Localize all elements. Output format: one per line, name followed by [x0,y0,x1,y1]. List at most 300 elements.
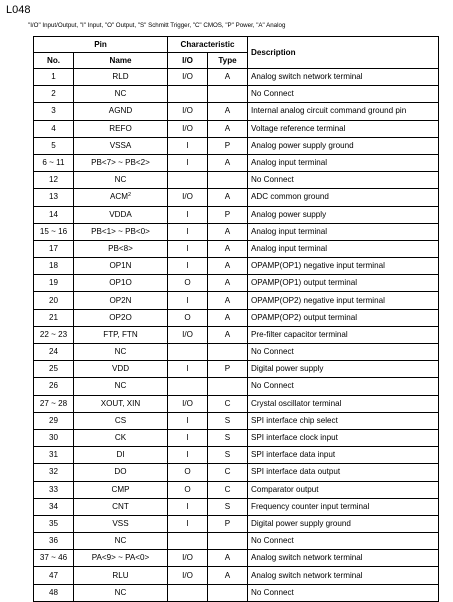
pin-io [168,137,208,154]
pin-io [168,309,208,326]
header-pin: Pin [34,37,168,53]
pin-number-text: 2 [51,89,56,99]
pin-type-text: C [224,484,231,494]
pin-number [34,172,74,189]
superscript: 2 [127,192,132,199]
pin-name-text: NC [114,89,127,99]
pin-io [168,154,208,171]
pin-number-text: 1 [51,72,56,82]
pin-type [208,447,248,464]
pin-name [74,326,168,343]
pin-io [168,223,208,240]
pin-type-text: A [224,329,231,339]
pin-description-text: Pre-filter capacitor terminal [251,329,348,339]
pin-description [248,533,439,550]
pin-description [248,309,439,326]
pin-io-text: I/O [182,72,193,82]
pin-type-text: A [224,278,231,288]
table-row [34,395,439,412]
pin-description [248,344,439,361]
pin-name [74,412,168,429]
pin-type [208,240,248,257]
pin-description-text: Digital power supply ground [251,518,351,528]
table-row [34,223,439,240]
pin-name-text: NC [114,587,127,597]
pin-type-text: A [224,243,231,253]
table-row [34,258,439,275]
pin-type [208,172,248,189]
table-row [34,154,439,171]
table-row [34,567,439,584]
pin-name [74,429,168,446]
pin-description [248,240,439,257]
pin-description [248,189,439,206]
pin-io-text: I/O [182,106,193,116]
pin-io [168,275,208,292]
pin-type [208,567,248,584]
pin-number [34,69,74,86]
pin-type [208,309,248,326]
pin-io [168,103,208,120]
pin-table [33,36,439,602]
pin-name [74,378,168,395]
pin-name-text: CK [114,433,127,443]
pin-description [248,412,439,429]
pin-description-text: Digital power supply [251,364,324,374]
pin-type [208,326,248,343]
pin-type [208,206,248,223]
pin-io-text: I [186,518,189,528]
pin-name [74,584,168,601]
pin-io-text: O [184,278,191,288]
pin-type [208,103,248,120]
pin-io-text: I [186,501,189,511]
pin-io [168,361,208,378]
pin-io [168,206,208,223]
pin-name [74,137,168,154]
pin-name [74,69,168,86]
pin-name [74,292,168,309]
pin-name-text: OP2O [109,312,132,322]
pin-type [208,344,248,361]
pin-type-text: C [224,467,231,477]
pin-number [34,378,74,395]
table-row [34,326,439,343]
pin-name [74,223,168,240]
pin-name [74,240,168,257]
table-row [34,137,439,154]
pin-io [168,481,208,498]
table-row [34,378,439,395]
pin-description [248,550,439,567]
pin-type-text: S [224,433,231,443]
pin-description-text: Analog power supply ground [251,140,354,150]
pin-name [74,120,168,137]
pin-type [208,464,248,481]
pin-name [74,172,168,189]
pin-type [208,292,248,309]
pin-number [34,533,74,550]
pin-type-text: A [224,106,231,116]
pin-type [208,86,248,103]
pin-number [34,223,74,240]
pin-number-text: 4 [51,123,56,133]
pin-name-text: VDDA [109,209,132,219]
pin-type [208,481,248,498]
pin-number-text: 36 [48,536,58,546]
pin-description [248,103,439,120]
pin-name-text: OP1N [109,261,132,271]
pin-io-text: I [186,364,189,374]
pin-number-text: 27 ~ 28 [39,398,68,408]
pin-io [168,515,208,532]
pin-name [74,86,168,103]
pin-number [34,464,74,481]
table-row [34,498,439,515]
table-row [34,533,439,550]
table-row [34,550,439,567]
pin-type [208,584,248,601]
table-row [34,344,439,361]
pin-io-text: I [186,415,189,425]
pin-description-text: SPI interface data output [251,467,341,477]
page-title: L048 [6,4,31,16]
pin-type-text: S [224,415,231,425]
pin-io [168,447,208,464]
pin-io-text: O [184,484,191,494]
pin-name-text: FTP, FTN [103,329,138,339]
pin-type-text: A [224,261,231,271]
pin-description [248,498,439,515]
pin-number [34,275,74,292]
pin-name-text: NC [114,536,127,546]
pin-type [208,154,248,171]
pin-io [168,533,208,550]
pin-io-text: I [186,158,189,168]
pin-number-text: 14 [48,209,58,219]
pin-name [74,550,168,567]
pin-type-text: S [224,501,231,511]
pin-name [74,533,168,550]
pin-number [34,567,74,584]
pin-number [34,154,74,171]
pin-io-text: I [186,450,189,460]
pin-type-text: P [224,518,231,528]
pin-type-text: P [224,209,231,219]
pin-number-text: 13 [48,192,58,202]
pin-number-text: 48 [48,587,58,597]
header-name: Name [74,53,168,69]
pin-io [168,120,208,137]
table-row [34,292,439,309]
pin-io-text: I [186,226,189,236]
pin-number-text: 29 [48,415,58,425]
pin-number-text: 15 ~ 16 [39,226,68,236]
pin-io-text: I [186,243,189,253]
pin-number-text: 20 [48,295,58,305]
table-row [34,412,439,429]
pin-name-text: NC [114,347,127,357]
pin-name-text: OP1O [109,278,132,288]
pin-description-text: Analog power supply [251,209,327,219]
pin-io-text: I/O [182,398,193,408]
pin-number [34,309,74,326]
table-row [34,584,439,601]
pin-number [34,584,74,601]
pin-description-text: No Connect [251,347,294,357]
pin-description [248,395,439,412]
pin-number-text: 18 [48,261,58,271]
table-row [34,240,439,257]
pin-description [248,584,439,601]
pin-io-text: I/O [182,329,193,339]
pin-number-text: 5 [51,140,56,150]
pin-description-text: Analog switch network terminal [251,570,363,580]
pin-io-text: O [184,312,191,322]
pin-number [34,120,74,137]
pin-name-text: PA<9> ~ PA<0> [91,553,150,563]
pin-description [248,361,439,378]
table-row [34,464,439,481]
pin-name-text: CS [114,415,127,425]
pin-name [74,258,168,275]
pin-type-text: S [224,450,231,460]
pin-name-text: VSSA [109,140,132,150]
table-row [34,309,439,326]
pin-number-text: 32 [48,467,58,477]
pin-name [74,395,168,412]
pin-description [248,515,439,532]
pin-number [34,515,74,532]
header-type: Type [208,53,248,69]
pin-io [168,86,208,103]
pin-number-text: 26 [48,381,58,391]
legend-note: "I/O" Input/Output, "I" Input, "O" Output, "S" Schmitt Trigger, "C" CMOS, "P" Power, "A" Analog [28,22,286,29]
pin-description-text: Comparator output [251,484,319,494]
pin-name [74,206,168,223]
pin-io [168,292,208,309]
pin-description [248,86,439,103]
pin-name [74,344,168,361]
pin-description [248,326,439,343]
header-io: I/O [168,53,208,69]
pin-io [168,498,208,515]
pin-number-text: 19 [48,278,58,288]
pin-number-text: 35 [48,518,58,528]
pin-type [208,515,248,532]
pin-name [74,189,168,206]
pin-type [208,378,248,395]
pin-type-text: P [224,140,231,150]
pin-description-text: Voltage reference terminal [251,123,346,133]
pin-description-text: OPAMP(OP1) output terminal [251,278,358,288]
table-row [34,120,439,137]
pin-io [168,412,208,429]
pin-name-text: VDD [111,364,130,374]
pin-name-text: XOUT, XIN [100,398,141,408]
pin-description-text: SPI interface chip select [251,415,338,425]
pin-description-text: ADC common ground [251,192,329,202]
pin-io [168,550,208,567]
pin-number-text: 30 [48,433,58,443]
pin-type-text: P [224,364,231,374]
pin-io [168,395,208,412]
pin-number [34,326,74,343]
pin-type [208,69,248,86]
pin-description [248,429,439,446]
pin-number [34,344,74,361]
pin-number [34,498,74,515]
pin-description-text: OPAMP(OP2) output terminal [251,312,358,322]
pin-name-text: DI [116,450,125,460]
pin-description-text: No Connect [251,175,294,185]
pin-name-text: REFO [109,123,132,133]
pin-name-text: CMP [111,484,130,494]
pin-number-text: 25 [48,364,58,374]
pin-io [168,378,208,395]
pin-description-text: Analog switch network terminal [251,72,363,82]
pin-description [248,481,439,498]
pin-name-text: NC [114,381,127,391]
pin-description [248,292,439,309]
pin-type [208,120,248,137]
pin-type [208,275,248,292]
pin-number-text: 37 ~ 46 [39,553,68,563]
pin-name-text: CNT [112,501,129,511]
pin-number [34,481,74,498]
pin-description [248,275,439,292]
pin-number [34,206,74,223]
pin-name-text: ACM [109,192,128,202]
pin-io-text: I/O [182,553,193,563]
pin-io-text: I/O [182,570,193,580]
pin-io [168,584,208,601]
pin-number [34,189,74,206]
pin-name [74,309,168,326]
pin-io [168,567,208,584]
pin-io [168,189,208,206]
pin-description-text: Analog input terminal [251,243,328,253]
pin-type-text: A [224,158,231,168]
pin-description [248,447,439,464]
pin-name-text: OP2N [109,295,132,305]
pin-io-text: I [186,209,189,219]
table-row [34,275,439,292]
pin-name-text: VSS [112,518,129,528]
pin-description-text: Frequency counter input terminal [251,501,370,511]
pin-table-body [34,69,439,602]
pin-type [208,189,248,206]
pin-io [168,464,208,481]
pin-type-text: A [224,570,231,580]
pin-description-text: SPI interface clock input [251,433,338,443]
pin-description [248,172,439,189]
pin-io-text: I/O [182,123,193,133]
pin-io-text: I [186,433,189,443]
pin-name [74,464,168,481]
pin-description-text: Analog input terminal [251,226,328,236]
pin-name [74,447,168,464]
pin-description-text: OPAMP(OP1) negative input terminal [251,261,385,271]
pin-number-text: 6 ~ 11 [42,158,65,168]
pin-number [34,240,74,257]
pin-name [74,481,168,498]
pin-type [208,223,248,240]
pin-name [74,567,168,584]
pin-io [168,172,208,189]
pin-description-text: No Connect [251,381,294,391]
pin-number-text: 17 [48,243,58,253]
pin-io [168,429,208,446]
pin-description-text: OPAMP(OP2) negative input terminal [251,295,385,305]
pin-number [34,447,74,464]
pin-number [34,292,74,309]
pin-name-text: RLU [112,570,129,580]
header-no: No. [34,53,74,69]
pin-description [248,378,439,395]
pin-description-text: Crystal oscillator terminal [251,398,342,408]
pin-description-text: Analog switch network terminal [251,553,363,563]
pin-type-text: A [224,553,231,563]
pin-number [34,550,74,567]
table-row [34,189,439,206]
pin-type [208,429,248,446]
pin-io-text: O [184,467,191,477]
table-row [34,361,439,378]
table-row [34,515,439,532]
pin-number [34,361,74,378]
pin-name [74,154,168,171]
pin-type-text: A [224,226,231,236]
pin-type-text: C [224,398,231,408]
table-row [34,447,439,464]
pin-io [168,69,208,86]
table-row [34,103,439,120]
pin-description [248,464,439,481]
pin-io-text: I [186,295,189,305]
pin-description-text: SPI interface data input [251,450,336,460]
pin-number-text: 3 [51,106,56,116]
pin-type [208,533,248,550]
pin-type-text: A [224,192,231,202]
pin-description [248,206,439,223]
table-row [34,86,439,103]
pin-number-text: 21 [48,312,58,322]
pin-description [248,567,439,584]
pin-description-text: Internal analog circuit command ground pin [251,106,407,116]
pin-number-text: 34 [48,501,58,511]
pin-io-text: I [186,140,189,150]
pin-description [248,120,439,137]
table-row [34,206,439,223]
pin-type-text: A [224,123,231,133]
pin-name [74,498,168,515]
pin-io-text: I [186,261,189,271]
pin-name-text: DO [114,467,127,477]
pin-description [248,154,439,171]
pin-type-text: A [224,295,231,305]
pin-io [168,240,208,257]
pin-number-text: 33 [48,484,58,494]
pin-name [74,515,168,532]
pin-number-text: 47 [48,570,58,580]
pin-io [168,258,208,275]
pin-io [168,344,208,361]
pin-description [248,137,439,154]
pin-io-text: I/O [182,192,193,202]
pin-name-text: NC [114,175,127,185]
pin-type [208,498,248,515]
